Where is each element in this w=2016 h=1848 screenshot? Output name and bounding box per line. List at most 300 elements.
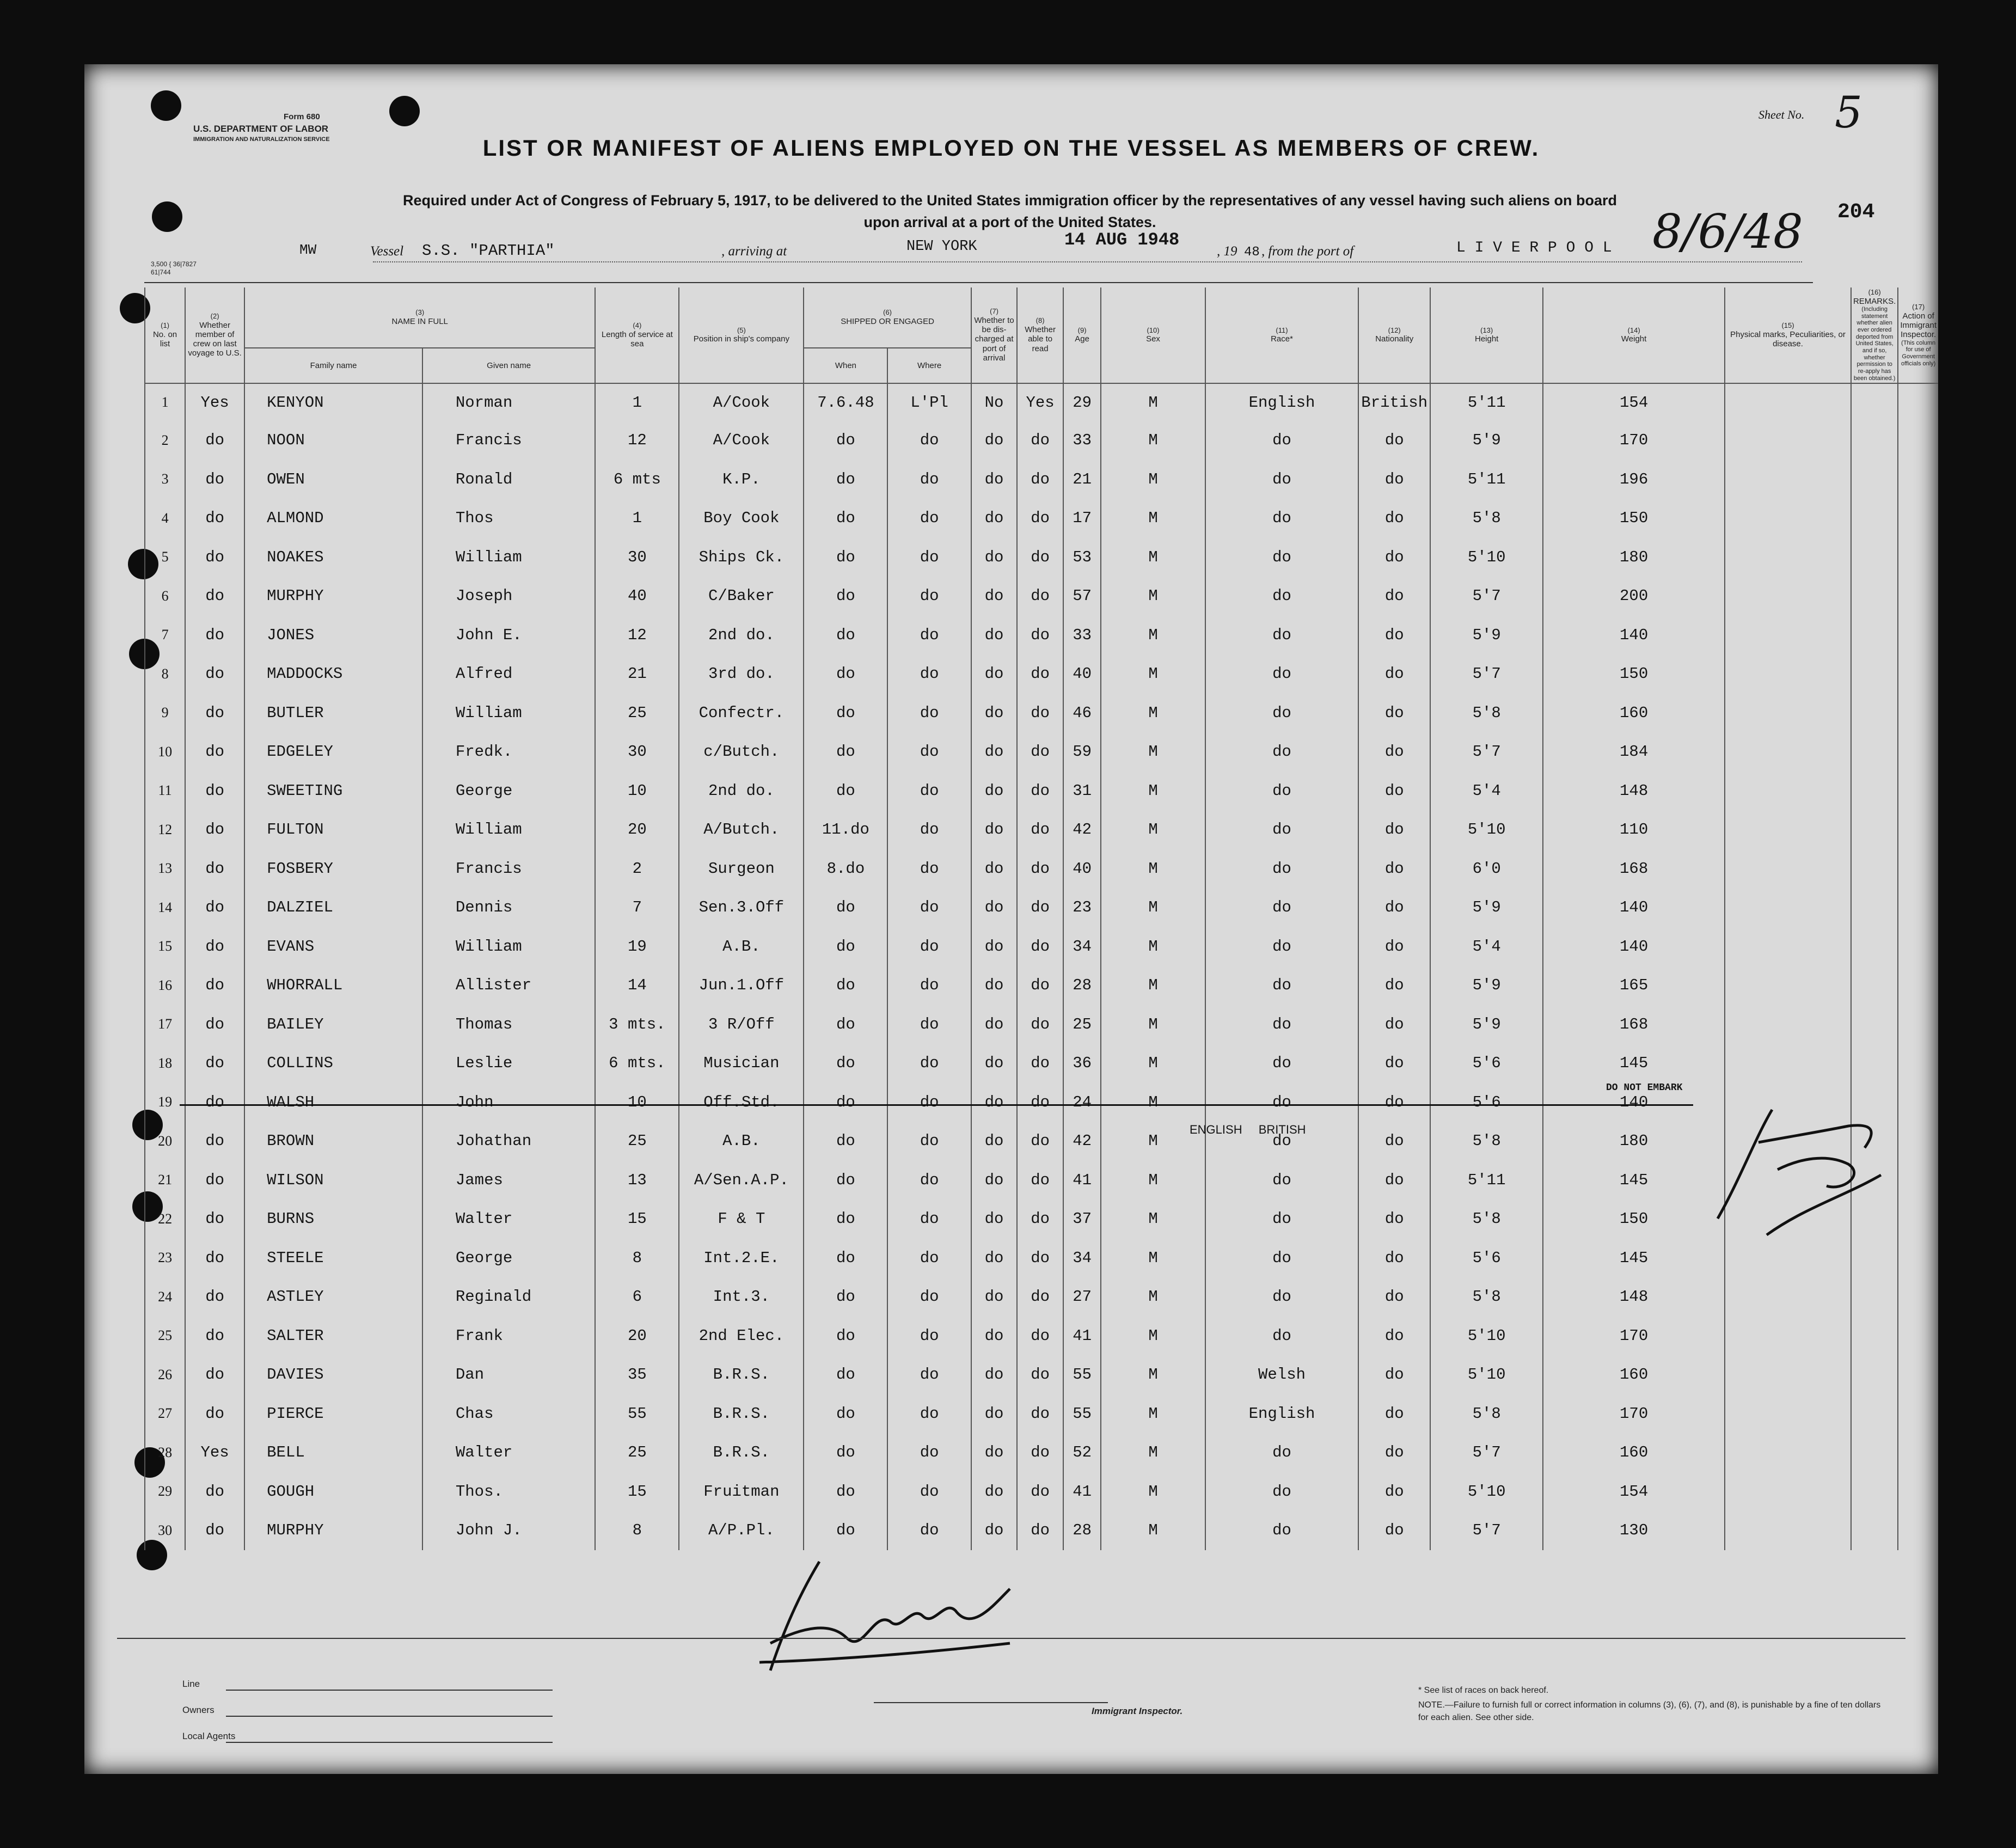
family-name: PIERCE bbox=[244, 1394, 422, 1434]
col-read bbox=[1017, 287, 1063, 383]
shipped-when: do bbox=[804, 966, 887, 1005]
list-no: 15 bbox=[145, 927, 185, 966]
read-cell: do bbox=[1017, 616, 1063, 655]
action-cell bbox=[1898, 1044, 1938, 1083]
nationality-cell: do bbox=[1358, 654, 1430, 694]
table-row bbox=[145, 1200, 1938, 1239]
member-cell: do bbox=[185, 1200, 244, 1239]
col-label: Length of service at sea bbox=[601, 329, 673, 349]
sex-cell: M bbox=[1101, 1472, 1205, 1512]
nationality-cell: do bbox=[1358, 1200, 1430, 1239]
read-cell: do bbox=[1017, 1317, 1063, 1356]
col-num: (5) bbox=[737, 326, 746, 334]
list-no: 21 bbox=[145, 1161, 185, 1200]
shipped-when: 7.6.48 bbox=[804, 383, 887, 421]
family-name: JONES bbox=[244, 616, 422, 655]
race-cell: do bbox=[1205, 654, 1359, 694]
member-cell: do bbox=[185, 1239, 244, 1278]
read-cell: do bbox=[1017, 1122, 1063, 1161]
age-cell: 28 bbox=[1063, 1511, 1101, 1550]
height-cell: 5'10 bbox=[1430, 810, 1543, 849]
race-cell: do bbox=[1205, 810, 1359, 849]
given-name: Dan bbox=[422, 1355, 595, 1394]
shipped-where: do bbox=[887, 888, 971, 927]
remarks-cell bbox=[1851, 1317, 1898, 1356]
table-row bbox=[145, 694, 1938, 733]
list-no: 23 bbox=[145, 1239, 185, 1278]
physical-cell bbox=[1725, 694, 1851, 733]
given-name: William bbox=[422, 927, 595, 966]
action-cell bbox=[1898, 1122, 1938, 1161]
sex-cell: M bbox=[1101, 1394, 1205, 1434]
family-name: NOON bbox=[244, 421, 422, 460]
nationality-note: BRITISH bbox=[1258, 1123, 1306, 1137]
given-name: Chas bbox=[422, 1394, 595, 1434]
given-name: Ronald bbox=[422, 460, 595, 499]
height-cell: 5'10 bbox=[1430, 1355, 1543, 1394]
weight-cell: 140 bbox=[1543, 1083, 1725, 1122]
remarks-cell bbox=[1851, 849, 1898, 889]
table-row bbox=[145, 1433, 1938, 1472]
col-sex bbox=[1101, 287, 1205, 383]
inspector-signature bbox=[1707, 1099, 1892, 1240]
family-name: WILSON bbox=[244, 1161, 422, 1200]
service-length: 6 mts. bbox=[595, 1044, 679, 1083]
read-cell: do bbox=[1017, 888, 1063, 927]
header-rule bbox=[144, 282, 1813, 283]
family-name: BROWN bbox=[244, 1122, 422, 1161]
col-label: REMARKS. bbox=[1853, 296, 1896, 306]
discharged-cell: do bbox=[971, 849, 1018, 889]
race-cell: do bbox=[1205, 1433, 1359, 1472]
remarks-cell bbox=[1851, 1355, 1898, 1394]
height-cell: 5'4 bbox=[1430, 927, 1543, 966]
list-no: 25 bbox=[145, 1317, 185, 1356]
discharged-cell: do bbox=[971, 1122, 1018, 1161]
age-cell: 17 bbox=[1063, 499, 1101, 538]
weight-cell: 165 bbox=[1543, 966, 1725, 1005]
arrival-port: NEW YORK bbox=[906, 238, 977, 255]
remarks-cell bbox=[1851, 654, 1898, 694]
col-when: When bbox=[804, 348, 887, 383]
col-num: (17) bbox=[1912, 302, 1925, 311]
nationality-cell: do bbox=[1358, 460, 1430, 499]
position-cell: 3rd do. bbox=[679, 654, 804, 694]
height-cell: 5'8 bbox=[1430, 1200, 1543, 1239]
position-cell: Fruitman bbox=[679, 1472, 804, 1512]
shipped-where: do bbox=[887, 577, 971, 616]
service-length: 20 bbox=[595, 810, 679, 849]
strike-through-row-19 bbox=[180, 1104, 1693, 1106]
position-cell: A/Cook bbox=[679, 421, 804, 460]
age-cell: 25 bbox=[1063, 1005, 1101, 1044]
sex-cell: M bbox=[1101, 1355, 1205, 1394]
shipped-where: do bbox=[887, 927, 971, 966]
col-num: (3) bbox=[415, 308, 425, 316]
col-height bbox=[1430, 287, 1543, 383]
nationality-cell: do bbox=[1358, 849, 1430, 889]
arrival-date-stamp: 14 AUG 1948 bbox=[1064, 230, 1180, 250]
race-cell: do bbox=[1205, 1511, 1359, 1550]
shipped-where: do bbox=[887, 460, 971, 499]
shipped-where: do bbox=[887, 616, 971, 655]
position-cell: Surgeon bbox=[679, 849, 804, 889]
discharged-cell: do bbox=[971, 1511, 1018, 1550]
service-length: 14 bbox=[595, 966, 679, 1005]
shipped-when: do bbox=[804, 1433, 887, 1472]
physical-cell bbox=[1725, 1277, 1851, 1317]
list-no: 28 bbox=[145, 1433, 185, 1472]
age-cell: 57 bbox=[1063, 577, 1101, 616]
table-row bbox=[145, 421, 1938, 460]
shipped-where: do bbox=[887, 1044, 971, 1083]
col-note: (Including statement whether alien ever ordered deported from United States, and if so, whether permission to re-apply has been obtained.) bbox=[1853, 306, 1896, 382]
col-num: (1) bbox=[161, 321, 169, 329]
physical-cell bbox=[1725, 616, 1851, 655]
physical-cell bbox=[1725, 1355, 1851, 1394]
weight-cell: 140 bbox=[1543, 888, 1725, 927]
nationality-cell: do bbox=[1358, 810, 1430, 849]
height-cell: 5'6 bbox=[1430, 1239, 1543, 1278]
sex-cell: M bbox=[1101, 616, 1205, 655]
col-label: Position in ship's company bbox=[693, 334, 790, 344]
physical-cell bbox=[1725, 927, 1851, 966]
weight-cell: 168 bbox=[1543, 1005, 1725, 1044]
discharged-cell: do bbox=[971, 1239, 1018, 1278]
service-length: 1 bbox=[595, 499, 679, 538]
table-row bbox=[145, 1317, 1938, 1356]
col-label: Whether to be dis-charged at port of arrival bbox=[974, 315, 1014, 363]
list-no: 7 bbox=[145, 616, 185, 655]
shipped-when: do bbox=[804, 694, 887, 733]
remarks-cell bbox=[1851, 1472, 1898, 1512]
discharged-cell: do bbox=[971, 421, 1018, 460]
remarks-cell bbox=[1851, 499, 1898, 538]
family-name: SALTER bbox=[244, 1317, 422, 1356]
col-nationality bbox=[1358, 287, 1430, 383]
service-length: 20 bbox=[595, 1317, 679, 1356]
col-num: (13) bbox=[1480, 326, 1493, 334]
given-name: Walter bbox=[422, 1200, 595, 1239]
read-cell: do bbox=[1017, 654, 1063, 694]
read-cell: do bbox=[1017, 1472, 1063, 1512]
given-name: Johathan bbox=[422, 1122, 595, 1161]
position-cell: c/Butch. bbox=[679, 732, 804, 772]
list-no: 17 bbox=[145, 1005, 185, 1044]
physical-cell bbox=[1725, 810, 1851, 849]
sex-cell: M bbox=[1101, 1511, 1205, 1550]
height-cell: 5'8 bbox=[1430, 1394, 1543, 1434]
read-cell: do bbox=[1017, 1239, 1063, 1278]
table-row bbox=[145, 966, 1938, 1005]
discharged-cell: do bbox=[971, 966, 1018, 1005]
action-cell bbox=[1898, 421, 1938, 460]
table-row bbox=[145, 1394, 1938, 1434]
member-cell: do bbox=[185, 966, 244, 1005]
col-num: (11) bbox=[1276, 326, 1288, 334]
nationality-cell: do bbox=[1358, 732, 1430, 772]
remarks-cell bbox=[1851, 966, 1898, 1005]
family-name: BELL bbox=[244, 1433, 422, 1472]
discharged-cell: do bbox=[971, 732, 1018, 772]
table-row bbox=[145, 654, 1938, 694]
race-cell: do bbox=[1205, 1472, 1359, 1512]
discharged-cell: do bbox=[971, 1317, 1018, 1356]
sex-cell: M bbox=[1101, 538, 1205, 577]
age-cell: 33 bbox=[1063, 421, 1101, 460]
row-20-annotations bbox=[1190, 1123, 1306, 1137]
age-cell: 42 bbox=[1063, 810, 1101, 849]
weight-cell: 148 bbox=[1543, 772, 1725, 811]
age-cell: 41 bbox=[1063, 1161, 1101, 1200]
weight-cell: 184 bbox=[1543, 732, 1725, 772]
col-num: (2) bbox=[210, 311, 219, 320]
nationality-cell: do bbox=[1358, 499, 1430, 538]
weight-cell: 140 bbox=[1543, 927, 1725, 966]
sex-cell: M bbox=[1101, 1005, 1205, 1044]
height-cell: 5'9 bbox=[1430, 966, 1543, 1005]
sex-cell: M bbox=[1101, 421, 1205, 460]
discharged-cell: do bbox=[971, 927, 1018, 966]
table-row bbox=[145, 383, 1938, 421]
read-cell: do bbox=[1017, 1394, 1063, 1434]
shipped-where: do bbox=[887, 849, 971, 889]
table-row bbox=[145, 1277, 1938, 1317]
col-given: Given name bbox=[422, 348, 595, 383]
shipped-where: do bbox=[887, 810, 971, 849]
read-cell: do bbox=[1017, 772, 1063, 811]
family-name: DALZIEL bbox=[244, 888, 422, 927]
read-cell: do bbox=[1017, 1005, 1063, 1044]
family-name: GOUGH bbox=[244, 1472, 422, 1512]
weight-cell: 170 bbox=[1543, 1317, 1725, 1356]
footer-agents-rule bbox=[226, 1742, 553, 1743]
given-name: William bbox=[422, 694, 595, 733]
action-cell bbox=[1898, 888, 1938, 927]
family-name: FULTON bbox=[244, 810, 422, 849]
given-name: Reginald bbox=[422, 1277, 595, 1317]
footer-agents-label: Local Agents bbox=[182, 1731, 236, 1741]
action-cell bbox=[1898, 694, 1938, 733]
service-length: 12 bbox=[595, 421, 679, 460]
action-cell bbox=[1898, 732, 1938, 772]
service-length: 7 bbox=[595, 888, 679, 927]
nationality-cell: do bbox=[1358, 1355, 1430, 1394]
family-name: OWEN bbox=[244, 460, 422, 499]
service-length: 6 mts bbox=[595, 460, 679, 499]
col-label: No. on list bbox=[152, 329, 177, 349]
member-cell: Yes bbox=[185, 1433, 244, 1472]
discharged-cell: do bbox=[971, 616, 1018, 655]
race-cell: Welsh bbox=[1205, 1355, 1359, 1394]
read-cell: do bbox=[1017, 1161, 1063, 1200]
height-cell: 5'7 bbox=[1430, 654, 1543, 694]
punch-hole bbox=[389, 96, 420, 126]
member-cell: do bbox=[185, 1355, 244, 1394]
shipped-when: do bbox=[804, 577, 887, 616]
read-cell: do bbox=[1017, 966, 1063, 1005]
physical-cell bbox=[1725, 1317, 1851, 1356]
table-row bbox=[145, 1122, 1938, 1161]
physical-cell bbox=[1725, 966, 1851, 1005]
table-row bbox=[145, 1044, 1938, 1083]
read-cell: do bbox=[1017, 1044, 1063, 1083]
family-name: WALSH bbox=[244, 1083, 422, 1122]
family-name: BURNS bbox=[244, 1200, 422, 1239]
given-name: Thos bbox=[422, 499, 595, 538]
col-label: Sex bbox=[1146, 334, 1160, 344]
shipped-where: do bbox=[887, 1122, 971, 1161]
crew-table bbox=[144, 287, 1938, 1550]
list-no: 27 bbox=[145, 1394, 185, 1434]
member-cell: do bbox=[185, 460, 244, 499]
weight-cell: 145 bbox=[1543, 1161, 1725, 1200]
position-cell: A/Cook bbox=[679, 383, 804, 421]
height-cell: 5'4 bbox=[1430, 772, 1543, 811]
action-cell bbox=[1898, 1277, 1938, 1317]
height-cell: 5'10 bbox=[1430, 1317, 1543, 1356]
col-family: Family name bbox=[244, 348, 422, 383]
shipped-where: do bbox=[887, 538, 971, 577]
nationality-cell: do bbox=[1358, 1239, 1430, 1278]
member-cell: do bbox=[185, 732, 244, 772]
family-name: ASTLEY bbox=[244, 1277, 422, 1317]
member-cell: do bbox=[185, 1083, 244, 1122]
shipped-where: do bbox=[887, 732, 971, 772]
physical-cell bbox=[1725, 577, 1851, 616]
subtitle-line-2: upon arrival at a port of the United States. bbox=[863, 214, 1156, 230]
list-no: 13 bbox=[145, 849, 185, 889]
member-cell: do bbox=[185, 538, 244, 577]
action-cell bbox=[1898, 1472, 1938, 1512]
col-where: Where bbox=[887, 348, 971, 383]
shipped-when: do bbox=[804, 1472, 887, 1512]
list-no: 8 bbox=[145, 654, 185, 694]
sex-cell: M bbox=[1101, 499, 1205, 538]
action-cell bbox=[1898, 1005, 1938, 1044]
race-cell: do bbox=[1205, 1044, 1359, 1083]
height-cell: 5'9 bbox=[1430, 1005, 1543, 1044]
table-row bbox=[145, 1472, 1938, 1512]
table-row bbox=[145, 810, 1938, 849]
discharged-cell: do bbox=[971, 1472, 1018, 1512]
height-cell: 5'6 bbox=[1430, 1044, 1543, 1083]
remarks-cell bbox=[1851, 810, 1898, 849]
read-cell: Yes bbox=[1017, 383, 1063, 421]
read-cell: do bbox=[1017, 732, 1063, 772]
list-no: 19 bbox=[145, 1083, 185, 1122]
race-cell: do bbox=[1205, 694, 1359, 733]
vessel-dotted-line bbox=[373, 261, 1802, 262]
footer-owners-label: Owners bbox=[182, 1705, 215, 1715]
shipped-when: do bbox=[804, 1200, 887, 1239]
service-length: 15 bbox=[595, 1472, 679, 1512]
table-row bbox=[145, 616, 1938, 655]
height-cell: 5'8 bbox=[1430, 1122, 1543, 1161]
shipped-when: do bbox=[804, 1317, 887, 1356]
remarks-cell bbox=[1851, 1511, 1898, 1550]
list-no: 22 bbox=[145, 1200, 185, 1239]
shipped-when: do bbox=[804, 772, 887, 811]
weight-cell: 168 bbox=[1543, 849, 1725, 889]
position-cell: 2nd do. bbox=[679, 772, 804, 811]
read-cell: do bbox=[1017, 421, 1063, 460]
shipped-when: 8.do bbox=[804, 849, 887, 889]
nationality-cell: do bbox=[1358, 577, 1430, 616]
action-cell bbox=[1898, 538, 1938, 577]
sex-cell: M bbox=[1101, 1083, 1205, 1122]
action-cell bbox=[1898, 1239, 1938, 1278]
position-cell: Ships Ck. bbox=[679, 538, 804, 577]
race-cell: do bbox=[1205, 966, 1359, 1005]
member-cell: do bbox=[185, 1317, 244, 1356]
nationality-cell: do bbox=[1358, 1394, 1430, 1434]
race-cell: do bbox=[1205, 1317, 1359, 1356]
position-cell: 2nd Elec. bbox=[679, 1317, 804, 1356]
service-length: 35 bbox=[595, 1355, 679, 1394]
sex-cell: M bbox=[1101, 383, 1205, 421]
discharged-cell: do bbox=[971, 1277, 1018, 1317]
sex-cell: M bbox=[1101, 694, 1205, 733]
col-weight bbox=[1543, 287, 1725, 383]
race-note: ENGLISH bbox=[1190, 1123, 1242, 1137]
position-cell: Off.Std. bbox=[679, 1083, 804, 1122]
service-length: 12 bbox=[595, 616, 679, 655]
physical-cell bbox=[1725, 1394, 1851, 1434]
remarks-cell bbox=[1851, 694, 1898, 733]
list-no: 1 bbox=[145, 383, 185, 421]
age-cell: 28 bbox=[1063, 966, 1101, 1005]
shipped-where: do bbox=[887, 1277, 971, 1317]
nationality-cell: do bbox=[1358, 1005, 1430, 1044]
service-length: 3 mts. bbox=[595, 1005, 679, 1044]
action-cell bbox=[1898, 1083, 1938, 1122]
shipped-where: do bbox=[887, 1317, 971, 1356]
nationality-cell: do bbox=[1358, 1433, 1430, 1472]
service-name: IMMIGRATION AND NATURALIZATION SERVICE bbox=[193, 136, 330, 143]
col-physical bbox=[1725, 287, 1851, 383]
action-cell bbox=[1898, 1200, 1938, 1239]
action-cell bbox=[1898, 577, 1938, 616]
sex-cell: M bbox=[1101, 1044, 1205, 1083]
discharged-cell: do bbox=[971, 1005, 1018, 1044]
page-title: LIST OR MANIFEST OF ALIENS EMPLOYED ON THE VESSEL AS MEMBERS OF CREW. bbox=[482, 135, 1540, 161]
nationality-cell: do bbox=[1358, 1317, 1430, 1356]
shipped-when: do bbox=[804, 1122, 887, 1161]
position-cell: A/P.Pl. bbox=[679, 1511, 804, 1550]
weight-cell: 148 bbox=[1543, 1277, 1725, 1317]
list-no: 24 bbox=[145, 1277, 185, 1317]
service-length: 19 bbox=[595, 927, 679, 966]
action-cell bbox=[1898, 1433, 1938, 1472]
given-name: William bbox=[422, 810, 595, 849]
physical-cell bbox=[1725, 1044, 1851, 1083]
race-cell: do bbox=[1205, 616, 1359, 655]
read-cell: do bbox=[1017, 499, 1063, 538]
action-cell bbox=[1898, 1161, 1938, 1200]
height-cell: 5'9 bbox=[1430, 421, 1543, 460]
height-cell: 6'0 bbox=[1430, 849, 1543, 889]
list-no: 30 bbox=[145, 1511, 185, 1550]
physical-cell bbox=[1725, 1433, 1851, 1472]
discharged-cell: do bbox=[971, 1394, 1018, 1434]
col-race bbox=[1205, 287, 1359, 383]
col-label: Age bbox=[1075, 334, 1089, 344]
family-name: MURPHY bbox=[244, 1511, 422, 1550]
service-length: 8 bbox=[595, 1511, 679, 1550]
list-no: 6 bbox=[145, 577, 185, 616]
given-name: Francis bbox=[422, 421, 595, 460]
